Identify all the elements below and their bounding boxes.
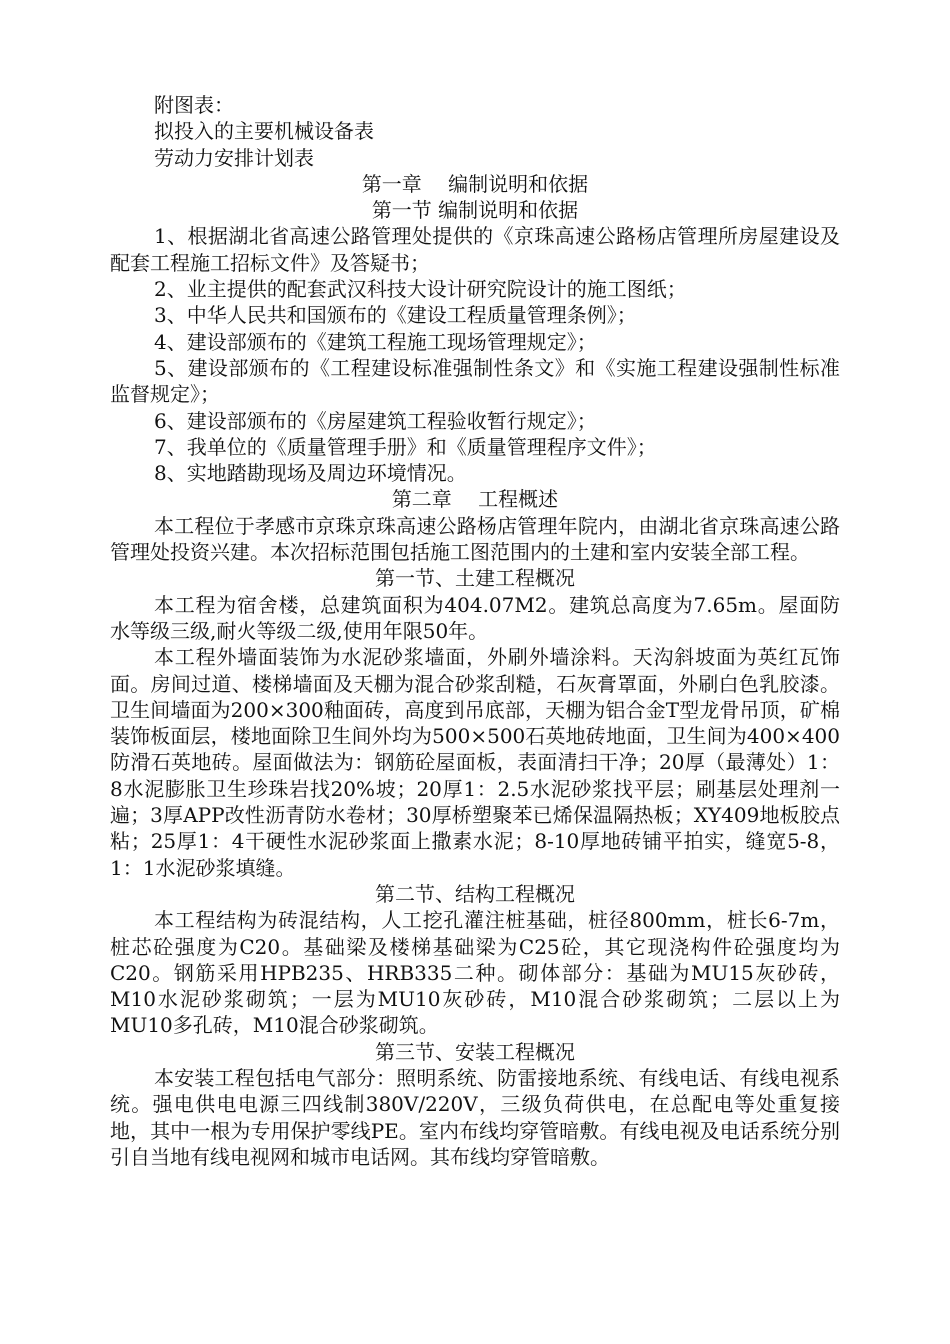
structure-paragraph: 本工程结构为砖混结构，人工挖孔灌注桩基础，桩径800mm，桩长6-7m，桩芯砼强度为C20。基础梁及楼梯基础梁为C25砼，其它现浇构件砼强度均为C20。钢筋采用HPB235、HRB335二种。砌体部分：基础为MU15灰砂砖，M10水泥砂浆砌筑；一层为MU10灰砂砖，M10混合砂浆砌筑；二层以上为MU10多孔砖，M10混合砂浆砌筑。 — [110, 908, 840, 1038]
section-installation-title: 第三节、安装工程概况 — [375, 1039, 575, 1064]
section-civil-title: 第一节、土建工程概况 — [375, 566, 575, 591]
basis-item-3: 3、中华人民共和国颁布的《建设工程质量管理条例》； — [154, 303, 637, 328]
civil-paragraph-1: 本工程为宿舍楼，总建筑面积为404.07M2。建筑总高度为7.65m。屋面防水等级三级,耐火等级二级,使用年限50年。 — [110, 592, 840, 643]
appendix-heading: 附图表： — [154, 93, 234, 117]
basis-item-8: 8、实地踏勘现场及周边环境情况。 — [154, 461, 467, 486]
section-structure-title: 第二节、结构工程概况 — [375, 881, 575, 906]
basis-item-2: 2、业主提供的配套武汉科技大设计研究院设计的施工图纸； — [154, 277, 687, 302]
basis-item-6: 6、建设部颁布的《房屋建筑工程验收暂行规定》； — [154, 408, 597, 433]
appendix-item-equipment: 拟投入的主要机械设备表 — [154, 119, 374, 144]
basis-item-1: 1、根据湖北省高速公路管理处提供的《京珠高速公路杨店管理所房屋建设及配套工程施工招标文件》及答疑书； — [110, 224, 840, 275]
basis-item-7: 7、我单位的《质量管理手册》和《质量管理程序文件》； — [154, 434, 657, 459]
chapter-1-title: 第一章 编制说明和依据 — [361, 171, 589, 196]
civil-paragraph-2: 本工程外墙面装饰为水泥砂浆墙面，外刷外墙涂料。天沟斜坡面为英红瓦饰面。房间过道、楼梯墙面及天棚为混合砂浆刮糙，石灰膏罩面，外刷白色乳胶漆。卫生间墙面为200×300釉面砖，高度到吊底部，天棚为铝合金T型龙骨吊顶，矿棉装饰板面层，楼地面除卫生间外均为500×500石英地砖地面，卫生间为400×400防滑石英地砖。屋面做法为：钢筋砼屋面板，表面清扫干净；20厚（最薄处）1：8水泥膨胀卫生珍珠岩找20%坡；20厚1：2.5水泥砂浆找平层；刷基层处理剂一遍；3厚APP改性沥青防水卷材；30厚桥塑聚苯已烯保温隔热板；XY409地板胶点粘；25厚1：4干硬性水泥砂浆面上撒素水泥；8-10厚地砖铺平拍实，缝宽5-8，1：1水泥砂浆填缝。 — [110, 645, 840, 880]
chapter-1-section-1-title: 第一节 编制说明和依据 — [371, 198, 579, 223]
basis-item-4: 4、建设部颁布的《建筑工程施工现场管理规定》； — [154, 329, 597, 354]
installation-paragraph: 本安装工程包括电气部分：照明系统、防雷接地系统、有线电话、有线电视系统。强电供电电源三四线制380V/220V，三级负荷供电，在总配电等处重复接地，其中一根为专用保护零线PE。室内布线均穿管暗敷。有线电视及电话系统分别引自当地有线电视网和城市电话网。其布线均穿管暗敷。 — [110, 1065, 840, 1169]
basis-item-5: 5、建设部颁布的《工程建设标准强制性条文》和《实施工程建设强制性标准监督规定》； — [110, 355, 840, 407]
appendix-item-labor: 劳动力安排计划表 — [154, 145, 314, 170]
chapter-2-intro: 本工程位于孝感市京珠京珠高速公路杨店管理年院内，由湖北省京珠高速公路管理处投资兴建。本次招标范围包括施工图范围内的土建和室内安装全部工程。 — [110, 513, 840, 565]
document-body — [110, 92, 840, 1170]
chapter-2-title: 第二章 工程概述 — [391, 487, 559, 512]
